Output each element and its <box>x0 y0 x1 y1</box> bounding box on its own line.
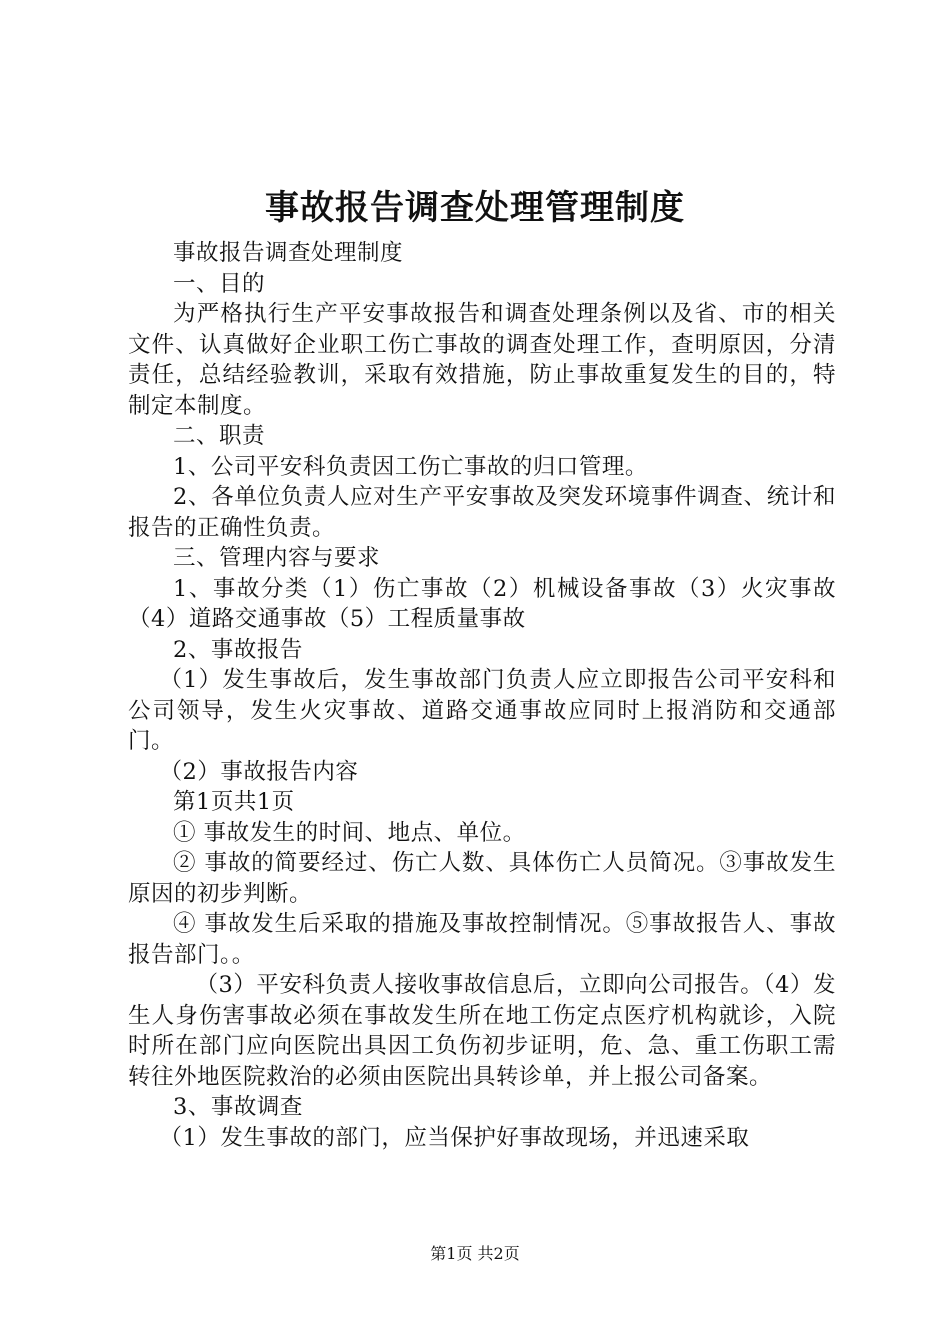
paragraph: 1、事故分类（1）伤亡事故（2）机械设备事故（3）火灾事故（4）道路交通事故（5）工程质量事故 <box>128 575 836 632</box>
list-item: ② 事故的简要经过、伤亡人数、具体伤亡人员简况。③事故发生原因的初步判断。 <box>128 850 836 907</box>
inline-page-marker: 第1页共1页 <box>173 789 295 815</box>
list-item: ① 事故发生的时间、地点、单位。 <box>173 819 526 846</box>
subsection-heading: 3、事故调查 <box>173 1094 303 1120</box>
section-heading: 三、管理内容与要求 <box>173 545 381 571</box>
list-item: ④ 事故发生后采取的措施及事故控制情况。⑤事故报告人、事故报告部门。。 <box>128 911 836 968</box>
document-body <box>128 238 836 1153</box>
document-title: 事故报告调查处理管理制度 <box>265 188 685 228</box>
paragraph: 2、各单位负责人应对生产平安事故及突发环境事件调查、统计和报告的正确性负责。 <box>128 484 836 541</box>
section-heading: 一、目的 <box>173 270 266 297</box>
paragraph: （1）发生事故后，发生事故部门负责人应立即报告公司平安科和公司领导，发生火灾事故、道路交通事故应同时上报消防和交通部门。 <box>128 667 836 754</box>
paragraph: （1）发生事故的部门，应当保护好事故现场，并迅速采取 <box>159 1124 750 1151</box>
paragraph: （2）事故报告内容 <box>159 758 359 785</box>
paragraph: 事故报告调查处理制度 <box>173 240 404 266</box>
paragraph: 为严格执行生产平安事故报告和调查处理条例以及省、市的相关文件、认真做好企业职工伤亡事故的调查处理工作，查明原因，分清责任，总结经验教训，采取有效措施，防止事故重复发生的目的，特制定本制度。 <box>128 301 836 419</box>
page-footer: 第1页 共2页 <box>430 1244 520 1263</box>
paragraph: 1、公司平安科负责因工伤亡事故的归口管理。 <box>173 453 648 480</box>
section-heading: 二、职责 <box>173 423 266 449</box>
paragraph: （3）平安科负责人接收事故信息后，立即向公司报告。（4）发生人身伤害事故必须在事故发生所在地工伤定点医疗机构就诊，入院时所在部门应向医院出具因工负伤初步证明，危、急、重工伤职工需转往外地医院救治的必须由医院出具转诊单，并上报公司备案。 <box>128 972 836 1090</box>
subsection-heading: 2、事故报告 <box>173 636 303 663</box>
